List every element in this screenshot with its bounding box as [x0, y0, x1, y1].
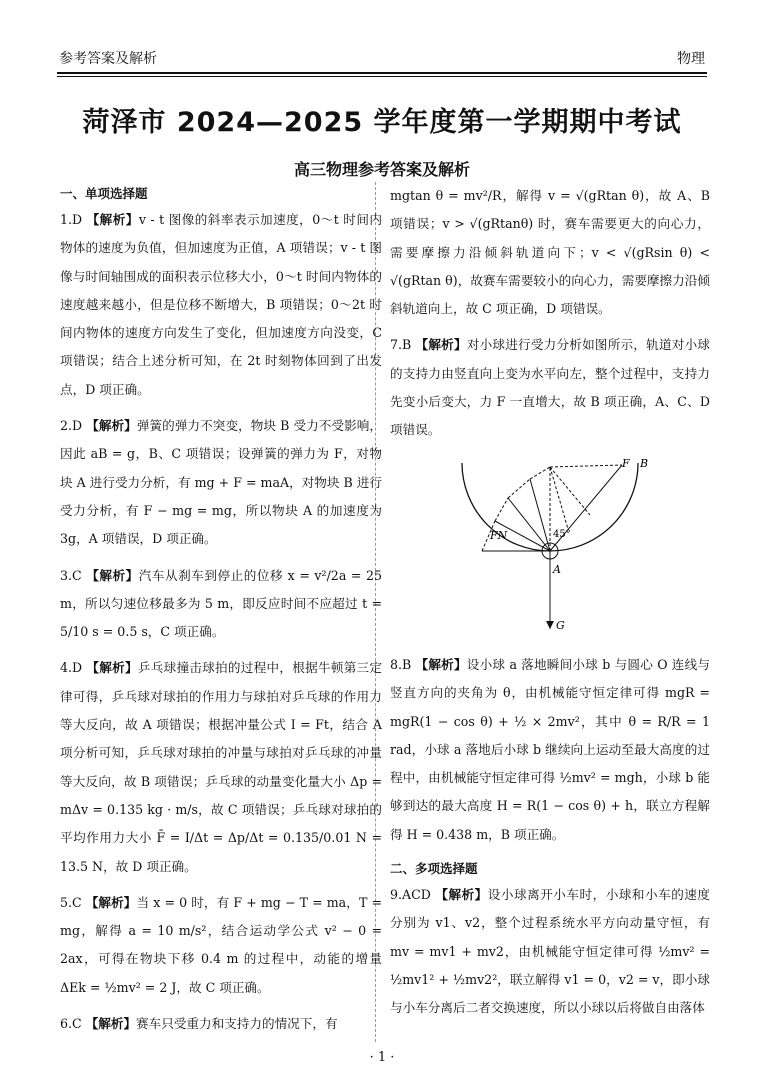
q-number: 4.D: [60, 660, 83, 676]
gravity-arrowhead: [546, 621, 554, 629]
question-9: [390, 881, 710, 1022]
page-header: [57, 44, 707, 70]
ray-3: [530, 479, 550, 551]
q-text: 设小球离开小车时，小球和小车的速度分别为 v1、v2，整个过程系统水平方向动量守恒，有 mv = mv1 + mv2，由机械能守恒定律可得 ½mv² = ½mv1² + ½mv2²，联立解得 v1 = 0，v2 = v，即小球与小车分离后二者交换速度，所以小球以后将做自由落体: [390, 887, 711, 1016]
q-tag: 【解析】: [86, 660, 138, 676]
header-left-text: 参考答案及解析: [59, 51, 157, 67]
q-text: 当 x = 0 时，有 F + mg − T = ma，T = mg，解得 a = 10 m/s²，结合运动学公式 v² − 0 = 2ax，可得在物块下移 0.4 m 的过程中，动能的增量 ΔEk = ½mv² = 2 J，故 C 项正确。: [60, 894, 383, 995]
dashed-5: [530, 467, 550, 479]
header-rule-thin: [57, 76, 707, 77]
question-6: [60, 1010, 382, 1038]
dashed-3: [495, 498, 508, 521]
q-text: v - t 图像的斜率表示加速度，0～t 时间内物体的速度为负值，但加速度为正值，A 项错误；v - t 图像与时间轴围成的面积表示位移大小，0～t 时间内物体的速度越来越小，但是位移不断增大，B 项错误；0～2t 时间内物体的速度方向发生了变化，但加速度方向没变，C 项错误；结合上述分析可知，在 2t 时刻物体回到了出发点，D 项正确。: [60, 212, 382, 397]
exam-subtitle: 高三物理参考答案及解析: [293, 160, 470, 179]
q-number: 2.D: [60, 418, 83, 434]
section-heading-multi: 二、多项选择题: [390, 861, 478, 877]
question-8: [390, 651, 710, 849]
page-number: · 1 ·: [369, 1050, 395, 1065]
force-diagram: [390, 453, 710, 633]
label-angle: 45°: [553, 528, 571, 540]
q-tag: 【解析】: [85, 1016, 137, 1032]
question-4: [60, 654, 382, 880]
q-number: 5.C: [60, 894, 82, 910]
q-text: mgtan θ = mv²/R，解得 v = √(gRtan θ)，故 A、B 项错误；v > √(gRtanθ) 时，赛车需要更大的向心力，需要摩擦力沿倾斜轨道向下；v < √(gRsin θ) < √(gRtan θ)，故赛车需要较小的向心力，需要摩擦力沿倾斜轨道向上，故 C 项正确，D 项错误。: [390, 188, 710, 317]
q-tag: 【解析】: [415, 337, 467, 353]
q-text: 弹簧的弹力不突变，物块 B 受力不受影响，因此 aB = g，B、C 项错误；设弹簧的弹力为 F，对物块 A 进行受力分析，有 mg + F = maA，对物块 B 进行受力分析，有 F − mg = mg，所以物块 A 的加速度为 3g，A 项错误，D 项正确。: [60, 418, 383, 547]
q-tag: 【解析】: [85, 894, 137, 910]
header-subject: 物理: [677, 51, 705, 67]
section-heading-single: 一、单项选择题: [60, 186, 148, 201]
header-rule-thick: [57, 72, 707, 74]
q-text: 对小球进行受力分析如图所示，轨道对小球的支持力由竖直向上变为水平向左，整个过程中，支持力先变小后变大，力 F 一直增大，故 B 项正确，A、C、D 项错误。: [390, 337, 711, 438]
question-6-continued: [390, 182, 710, 323]
q-tag: 【解析】: [86, 567, 139, 583]
left-column: [60, 182, 382, 1046]
q-number: 8.B: [390, 656, 412, 672]
label-f: F: [622, 456, 630, 470]
label-b: B: [640, 456, 649, 470]
q-text: 设小球 a 落地瞬间小球 b 与圆心 O 连线与竖直方向的夹角为 θ，由机械能守恒定律可得 mgR = mgR(1 − cos θ) + ½ × 2mv²，其中 θ = R/R = 1 rad，小球 a 落地后小球 b 继续向上运动至最大高度的过程中，由机械能守恒定律可得 ½mv² = mgh，小球 b 能够到达的最大高度 H = R(1 − cos θ) + h，联立方程解得 H = 0.438 m，B 项正确。: [390, 656, 711, 842]
q-text: 汽车从刹车到停止的位移 x = v²/2a = 25 m，所以匀速位移最多为 5 m，即反应时间不应超过 t = 5/10 s = 0.5 s，C 项正确。: [60, 567, 382, 640]
q-number: 6.C: [60, 1016, 82, 1032]
question-3: [60, 562, 382, 647]
q-tag: 【解析】: [415, 656, 467, 672]
question-5: [60, 889, 382, 1002]
q-tag: 【解析】: [435, 887, 488, 903]
right-column: [390, 182, 710, 1031]
question-7: [390, 331, 710, 444]
exam-title: 菏泽市 2024—2025 学年度第一学期期中考试: [82, 107, 682, 138]
q-number: 1.D: [60, 212, 83, 227]
q-tag: 【解析】: [86, 418, 137, 434]
dashed-7: [550, 467, 568, 529]
q-number: 3.C: [60, 567, 82, 583]
dashed-4: [508, 479, 530, 498]
track-arc: [462, 463, 638, 551]
q-text: 乒乓球撞击球拍的过程中，根据牛顿第三定律可得，乒乓球对球拍的作用力与球拍对乒乓球的作用力等大反向，故 A 项错误；根据冲量公式 I = Ft，结合 A 项分析可知，乒乓球对球拍的冲量与球拍对乒乓球的冲量等大反向，故 B 项错误；乒乓球的动量变化量大小 Δp = mΔv = 0.135 kg · m/s，故 C 项错误；乒乓球对球拍的平均作用力大小 F̄ = I/Δt = Δp/Δt = 0.135/0.01 N = 13.5 N，故 D 项正确。: [60, 660, 383, 874]
dashed-6: [550, 467, 590, 515]
q-tag: 【解析】: [86, 212, 139, 227]
question-2: [60, 412, 382, 553]
label-fn: FN: [490, 528, 508, 542]
q-number: 9.ACD: [390, 887, 431, 903]
label-a: A: [553, 562, 561, 576]
dashed-1: [550, 465, 622, 467]
question-1: [60, 206, 382, 404]
q-number: 7.B: [390, 337, 412, 353]
q-text: 赛车只受重力和支持力的情况下，有: [136, 1016, 338, 1032]
label-g: G: [556, 618, 565, 632]
